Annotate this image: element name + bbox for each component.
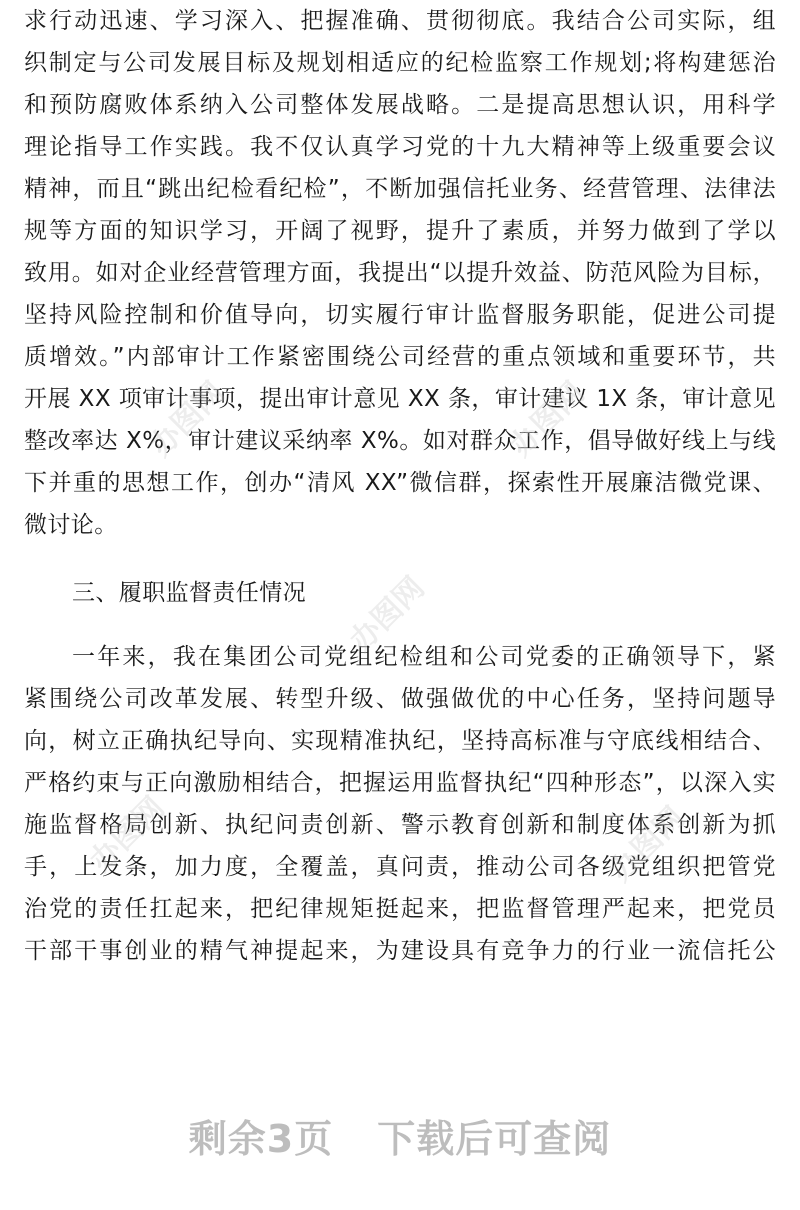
text-line: 规等方面的知识学习，开阔了视野，提升了素质，并努力做到了学以 (24, 218, 776, 244)
paragraph-2 (24, 636, 776, 972)
text-line: 质增效。”内部审计工作紧密围绕公司经营的重点领域和重要环节，共 (24, 344, 776, 370)
paragraph-1 (24, 0, 776, 546)
text-line: 理论指导工作实践。我不仅认真学习党的十九大精神等上级重要会议 (24, 134, 776, 160)
text-line: 干部干事创业的精气神提起来，为建设具有竞争力的行业一流信托公 (24, 938, 776, 964)
text-line: 求行动迅速、学习深入、把握准确、贯彻彻底。我结合公司实际，组 (24, 8, 776, 34)
text-line: 一年来，我在集团公司党组纪检组和公司党委的正确领导下，紧 (72, 644, 776, 670)
remaining-pages-label: 剩余3页 (188, 1117, 334, 1161)
text-line: 紧围绕公司改革发展、转型升级、做强做优的中心任务，坚持问题导 (24, 686, 776, 712)
text-line: 治党的责任扛起来，把纪律规矩挺起来，把监督管理严起来，把党员 (24, 896, 776, 922)
text-line: 和预防腐败体系纳入公司整体发展战略。二是提高思想认识，用科学 (24, 92, 776, 118)
text-line: 向，树立正确执纪导向、实现精准执纪，坚持高标准与守底线相结合、 (24, 728, 776, 754)
text-line: 微讨论。 (24, 512, 118, 538)
text-line: 严格约束与正向激励相结合，把握运用监督执纪“四种形态”，以深入实 (24, 770, 776, 796)
text-line: 精神，而且“跳出纪检看纪检”，不断加强信托业务、经营管理、法律法 (24, 176, 776, 202)
text-line: 手，上发条，加力度，全覆盖，真问责，推动公司各级党组织把管党 (24, 854, 776, 880)
text-line: 开展 XX 项审计事项，提出审计意见 XX 条，审计建议 1X 条，审计意见 (24, 386, 776, 412)
watermark-text: 办图网 (143, 375, 232, 464)
download-prompt[interactable] (0, 1108, 800, 1163)
watermark-text: 办图网 (603, 800, 692, 889)
watermark-text: 办图网 (83, 790, 172, 879)
watermark-text: 办图网 (343, 570, 432, 659)
text-line: 致用。如对企业经营管理方面，我提出“以提升效益、防范风险为目标， (24, 260, 776, 286)
text-line: 织制定与公司发展目标及规划相适应的纪检监察工作规划;将构建惩治 (24, 50, 776, 76)
text-line: 下并重的思想工作，创办“清风 XX”微信群，探索性开展廉洁微党课、 (24, 470, 776, 496)
section-heading: 三、履职监督责任情况 (72, 580, 306, 606)
text-line: 整改率达 X%，审计建议采纳率 X%。如对群众工作，倡导做好线上与线 (24, 428, 776, 454)
text-line: 坚持风险控制和价值导向，切实履行审计监督服务职能，促进公司提 (24, 302, 776, 328)
watermark-text: 办图网 (503, 375, 592, 464)
document-body (24, 0, 776, 972)
text-line: 施监督格局创新、执纪问责创新、警示教育创新和制度体系创新为抓 (24, 812, 776, 838)
download-to-view-label: 下载后可查阅 (377, 1117, 612, 1161)
